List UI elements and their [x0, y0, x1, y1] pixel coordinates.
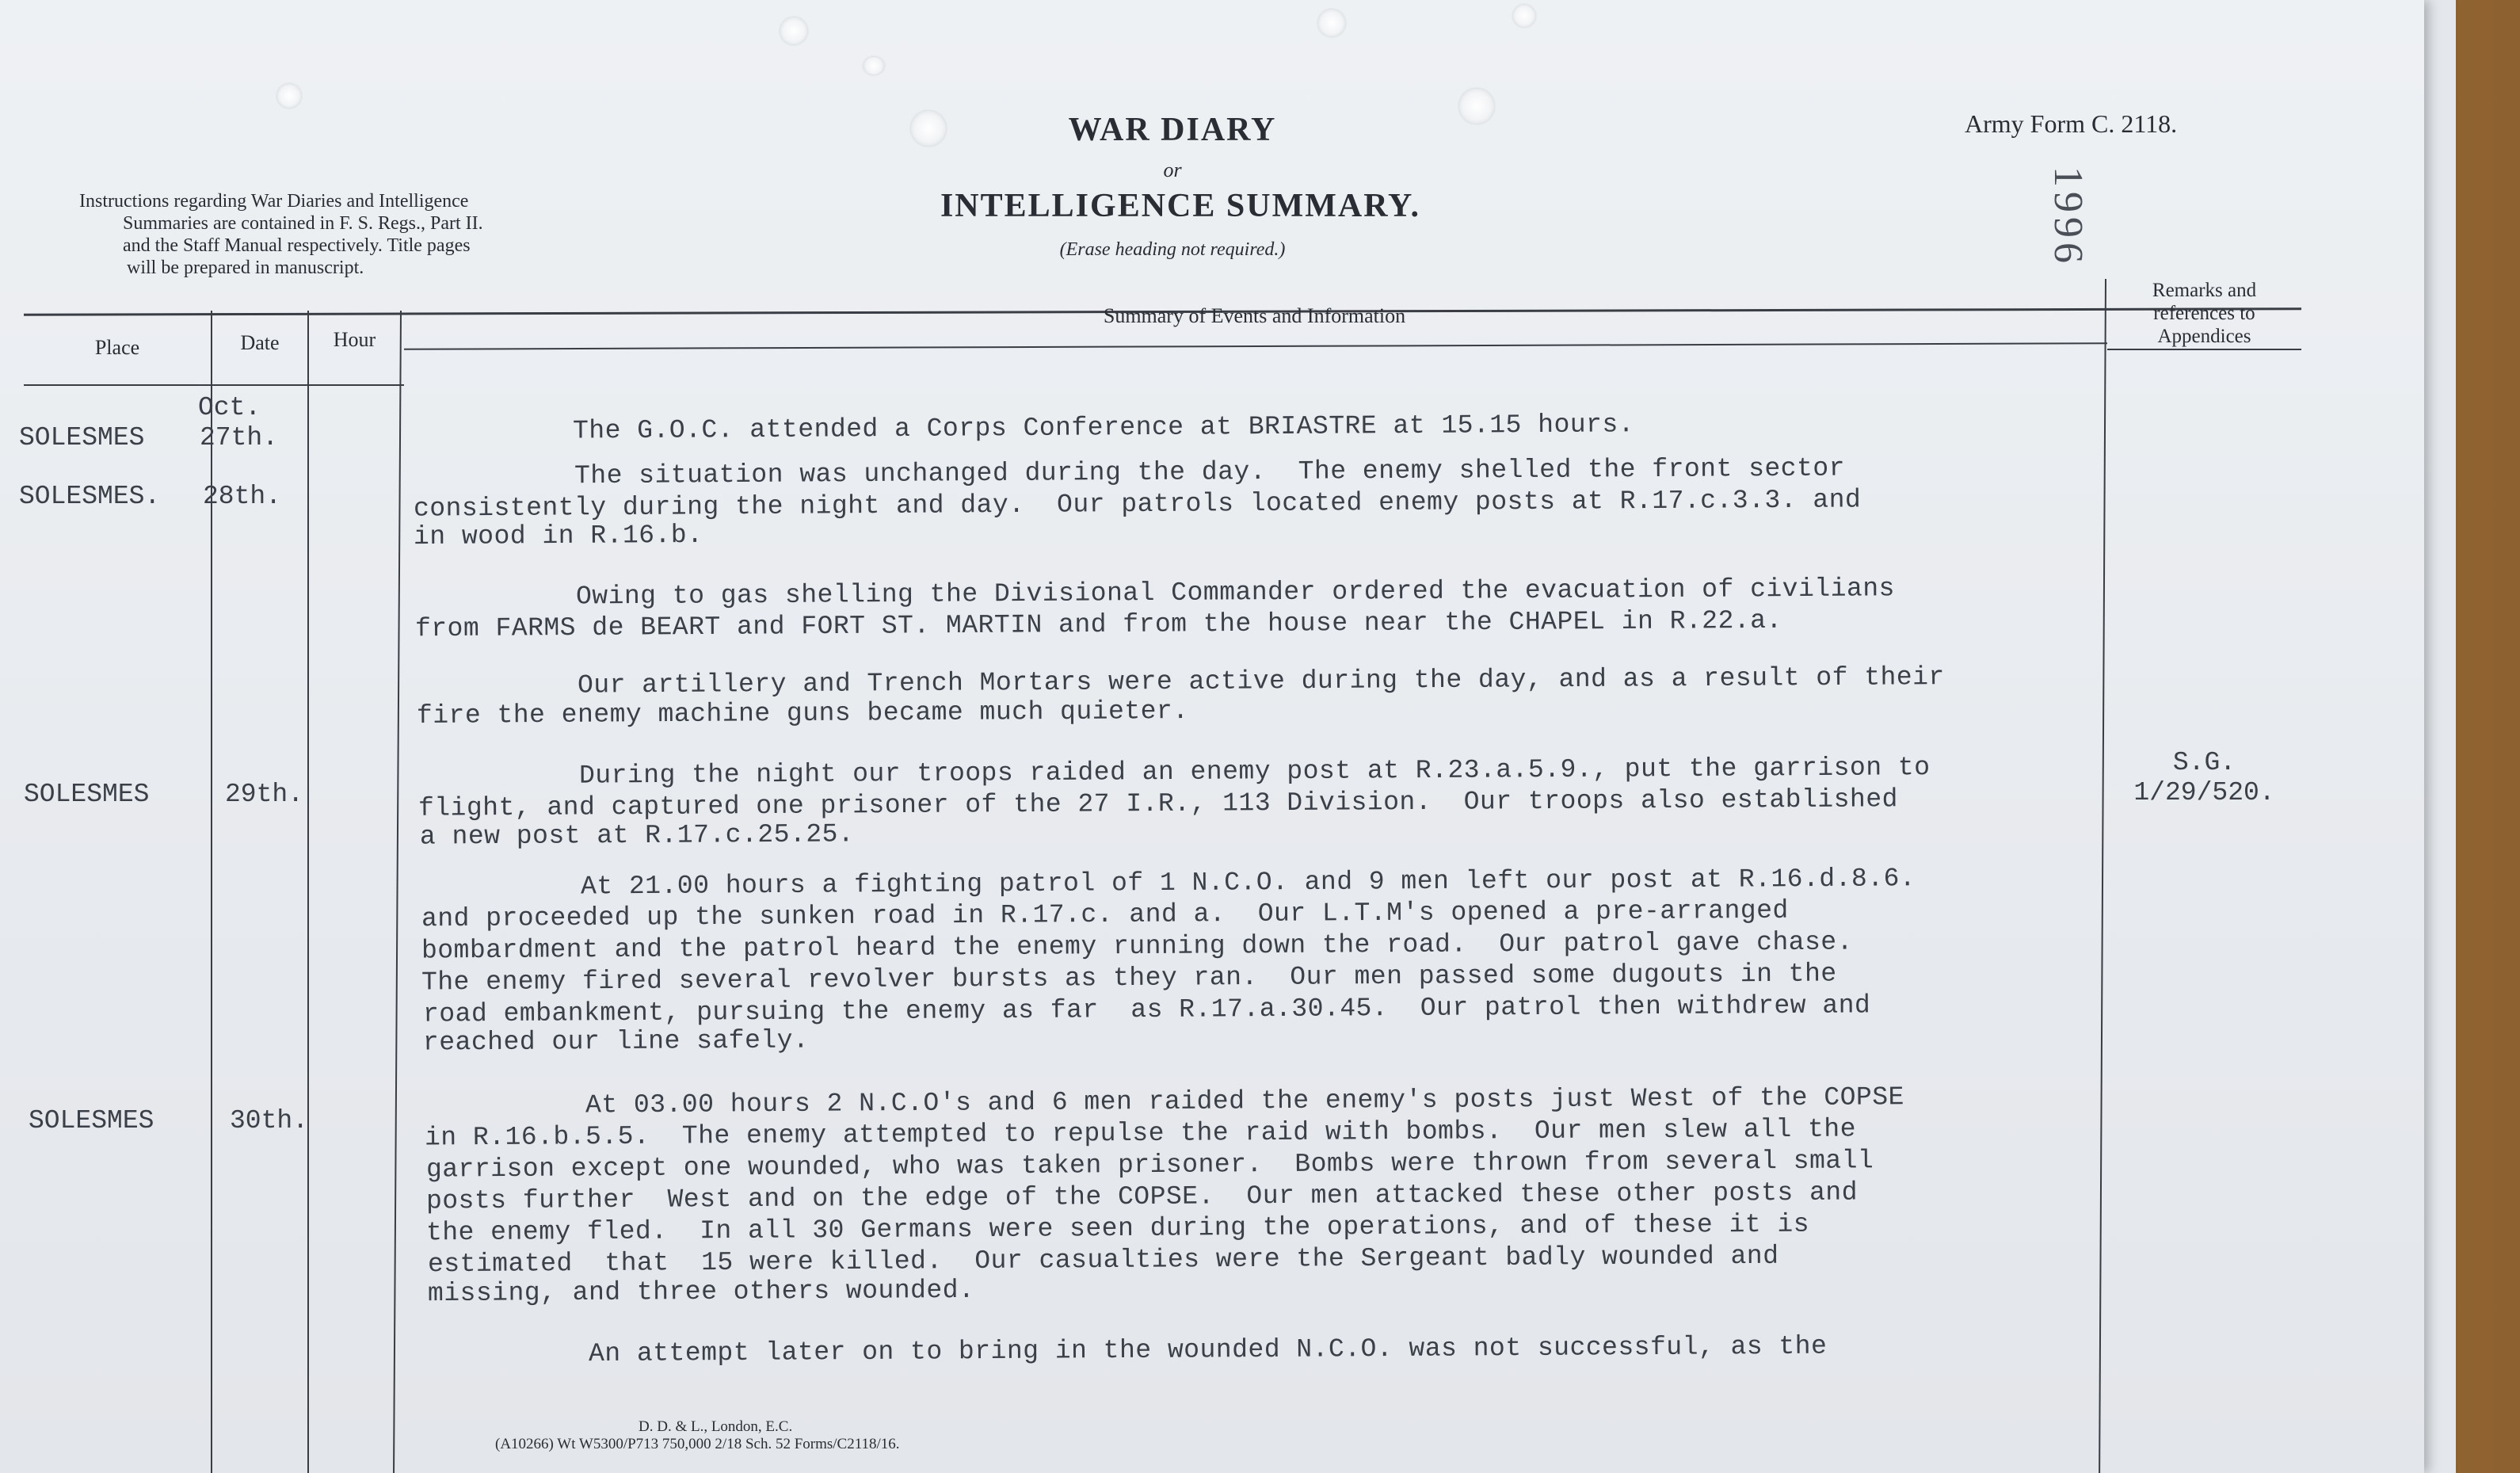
date-entry: 29th. — [225, 780, 304, 809]
summary-line: The situation was unchanged during the day. The enemy shelled the front sector — [413, 453, 1846, 492]
summary-line: bombardment and the patrol heard the enemy running down the road. Our patrol gave chase. — [421, 927, 1854, 966]
title-war-diary: WAR DIARY — [1068, 112, 1277, 148]
summary-line: road embankment, pursuing the enemy as far as R.17.a.30.45. Our patrol then withdrew and — [422, 990, 1871, 1029]
summary-line: reached our line safely. — [422, 1025, 810, 1058]
punch-hole — [1318, 10, 1345, 36]
summary-line: Our artillery and Trench Mortars were active during the day, and as a result of their — [416, 662, 1945, 701]
punch-hole — [1513, 5, 1535, 27]
summary-line: At 21.00 hours a fighting patrol of 1 N.C.O. and 9 men left our post at R.16.d.8.6. — [419, 864, 1916, 902]
column-divider — [393, 311, 402, 1473]
summary-line: in R.16.b.5.5. The enemy attempted to repulse the raid with bombs. Our men slew all the — [424, 1114, 1857, 1153]
column-header-hour: Hour — [333, 328, 376, 351]
summary-line: from FARMS de BEART and FORT ST. MARTIN and from the house near the CHAPEL in R.22.a. — [414, 605, 1782, 644]
remark-reference: S.G. — [2172, 748, 2236, 777]
summary-line: estimated that 15 were killed. Our casualties were the Sergeant badly wounded and — [427, 1241, 1779, 1280]
army-form-number: Army Form C. 2118. — [1965, 109, 2178, 138]
summary-line: An attempt later on to bring in the wounded N.C.O. was not successful, as the — [427, 1331, 1828, 1370]
printer-imprint: D. D. & L., London, E.C. — [639, 1418, 793, 1435]
place-entry: SOLESMES. — [19, 482, 161, 511]
summary-line: garrison except one wounded, who was taken prisoner. Bombs were thrown from several small — [425, 1146, 1874, 1185]
column-divider — [2099, 279, 2106, 1473]
summary-line: consistently during the night and day. Our patrols located enemy posts at R.17.c.3.3. and — [413, 485, 1862, 524]
column-divider — [307, 311, 309, 1473]
remarks-header-line: Remarks and — [2152, 280, 2257, 301]
date-entry: 28th. — [203, 482, 282, 511]
date-entry: 27th. — [200, 423, 279, 452]
column-header-place: Place — [94, 336, 140, 359]
summary-line: The enemy fired several revolver bursts as they ran. Our men passed some dugouts in the — [421, 959, 1837, 998]
punch-hole — [277, 84, 301, 108]
instructions-note — [79, 190, 634, 279]
instructions-line: will be prepared in manuscript. — [127, 258, 364, 278]
title-or: or — [1163, 158, 1182, 181]
header-bottom-rule — [24, 384, 404, 386]
title-intelligence-summary: INTELLIGENCE SUMMARY. — [940, 188, 1421, 224]
instructions-line: Instructions regarding War Diaries and Intelligence — [79, 191, 469, 212]
summary-line: At 03.00 hours 2 N.C.O's and 6 men raided the enemy's posts just West of the COPSE — [424, 1082, 1905, 1121]
header-bottom-rule — [2107, 349, 2301, 350]
punch-hole — [864, 57, 884, 74]
place-entry: SOLESMES — [29, 1106, 154, 1135]
instructions-line: and the Staff Manual respectively. Title pages — [123, 235, 471, 256]
punch-hole — [1459, 89, 1494, 124]
summary-line: posts further West and on the edge of the COPSE. Our men attacked these other posts and — [425, 1177, 1859, 1216]
summary-line: and proceeded up the sunken road in R.17.c. and a. Our L.T.M's opened a pre-arranged — [421, 895, 1789, 934]
summary-line: During the night our troops raided an enemy post at R.23.a.5.9., put the garrison to — [417, 753, 1931, 792]
summary-line: a new post at R.17.c.25.25. — [419, 819, 855, 852]
date-entry: 30th. — [230, 1106, 309, 1135]
remark-reference: 1/29/520. — [2133, 778, 2275, 807]
place-entry: SOLESMES — [24, 780, 150, 809]
summary-line: missing, and three others wounded. — [427, 1275, 975, 1309]
remarks-header-line: references to — [2153, 303, 2255, 324]
summary-line: in wood in R.16.b. — [413, 520, 703, 552]
instructions-line: Summaries are contained in F. S. Regs., Part II. — [123, 213, 483, 234]
place-entry: SOLESMES — [19, 423, 145, 452]
summary-line: The G.O.C. attended a Corps Conference at BRIASTRE at 15.15 hours. — [411, 410, 1635, 447]
column-header-date: Date — [240, 331, 280, 354]
punch-hole — [780, 17, 807, 44]
column-header-remarks — [2107, 279, 2301, 348]
summary-line: fire the enemy machine guns became much quieter. — [416, 696, 1189, 731]
erase-note: (Erase heading not required.) — [1059, 239, 1286, 260]
printer-imprint: (A10266) Wt W5300/P713 750,000 2/18 Sch. 52 Forms/C2118/16. — [495, 1436, 900, 1452]
remarks-header-line: Appendices — [2157, 326, 2251, 347]
summary-line: flight, and captured one prisoner of the 27 I.R., 113 Division. Our troops also established — [417, 784, 1899, 823]
archive-stamp: 1996 — [2045, 166, 2091, 268]
summary-line: the enemy fled. In all 30 Germans were seen during the operations, and of these it is — [425, 1209, 1810, 1248]
column-header-summary: Summary of Events and Information — [1103, 304, 1406, 327]
summary-line: Owing to gas shelling the Divisional Commander ordered the evacuation of civilians — [414, 574, 1896, 612]
header-bottom-rule — [404, 342, 2107, 350]
punch-hole — [911, 111, 946, 146]
month-label: Oct. — [198, 393, 261, 422]
